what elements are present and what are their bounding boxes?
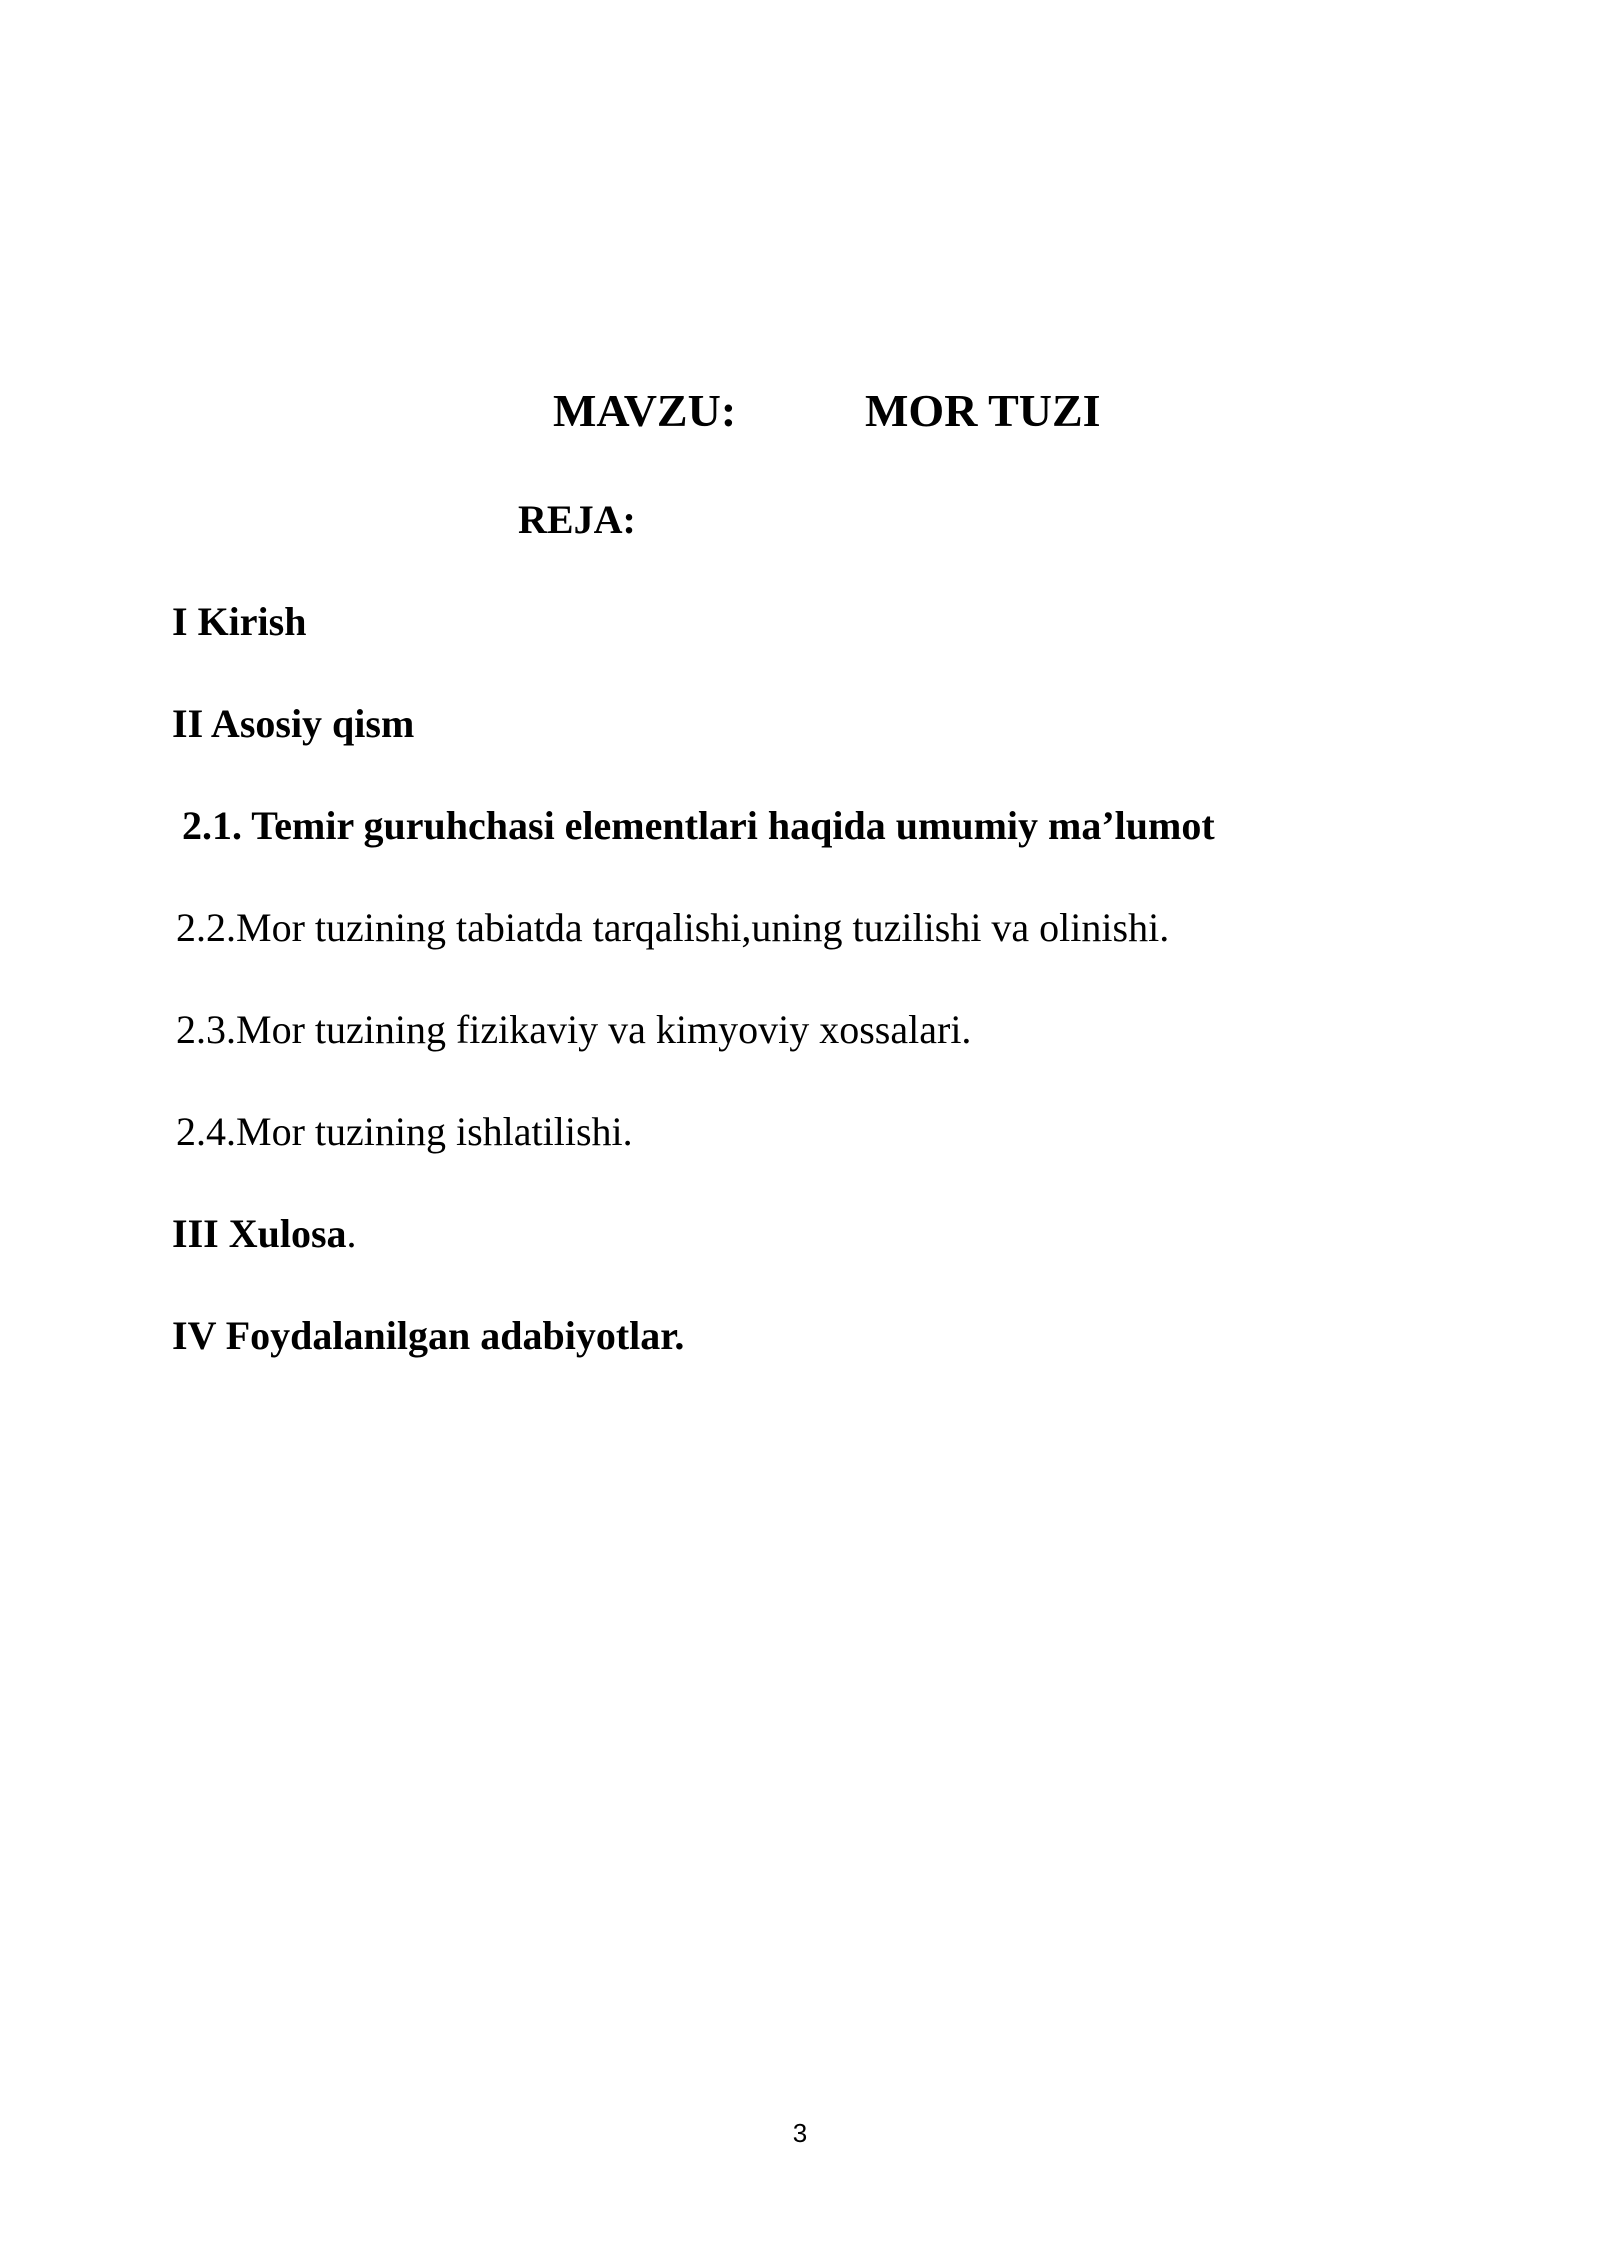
- plan-item-2-3: [176, 1006, 971, 1053]
- plan-item-main-part: [172, 700, 414, 747]
- plan-item-text: II Asosiy qism: [172, 701, 415, 746]
- title-value: MOR TUZI: [865, 385, 1101, 436]
- plan-item-suffix: .: [346, 1211, 357, 1256]
- plan-heading: REJA:: [518, 497, 636, 542]
- plan-item-references: [172, 1312, 684, 1359]
- plan-item-2-2: [176, 904, 1169, 951]
- plan-item-text: III Xulosa: [172, 1211, 347, 1256]
- plan-item-2-4: [176, 1108, 633, 1155]
- plan-item-text: 2.3.Mor tuzining fizikaviy va kimyoviy xossalari.: [176, 1007, 972, 1052]
- plan-item-text: I Kirish: [172, 599, 307, 644]
- plan-item-text: 2.1. Temir guruhchasi elementlari haqida umumiy ma’lumot: [182, 803, 1215, 848]
- plan-item-text: IV Foydalanilgan adabiyotlar.: [172, 1313, 685, 1358]
- plan-item-text: 2.4.Mor tuzining ishlatilishi.: [176, 1109, 633, 1154]
- plan-item-text: 2.2.Mor tuzining tabiatda tarqalishi,uning tuzilishi va olinishi.: [176, 905, 1170, 950]
- page-number: 3: [792, 2118, 808, 2148]
- plan-item-2-1: [182, 802, 1215, 849]
- plan-item-intro: [172, 598, 306, 645]
- title-label: MAVZU:: [553, 385, 737, 436]
- document-title: [0, 384, 1600, 444]
- plan-item-conclusion: [172, 1210, 357, 1257]
